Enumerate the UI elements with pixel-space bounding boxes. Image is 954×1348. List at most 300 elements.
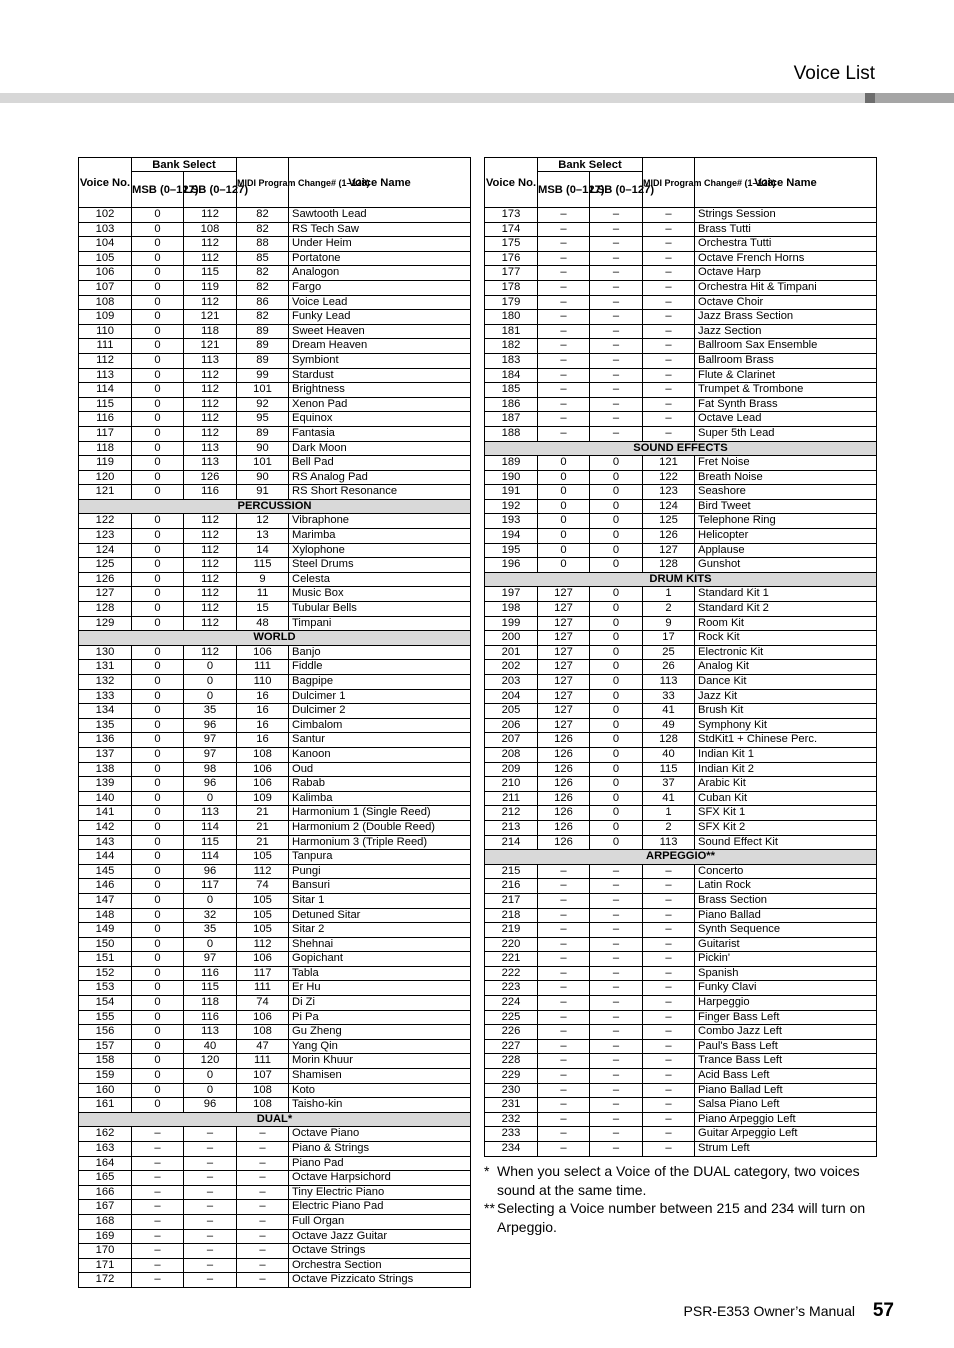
msb-value: 0 xyxy=(132,1039,184,1054)
voice-row xyxy=(79,1200,471,1215)
voice-row xyxy=(79,1142,471,1157)
voice-row xyxy=(79,251,471,266)
lsb-value: 32 xyxy=(184,908,237,923)
midi-program-number: 82 xyxy=(237,310,289,325)
lsb-value: 0 xyxy=(590,456,643,471)
lsb-value: – xyxy=(590,208,643,223)
msb-value: 0 xyxy=(132,280,184,295)
voice-name: Octave Strings xyxy=(289,1244,471,1259)
lsb-value: – xyxy=(590,966,643,981)
voice-number: 186 xyxy=(485,397,538,412)
voice-name: Sitar 2 xyxy=(289,923,471,938)
midi-program-number: 109 xyxy=(237,791,289,806)
voice-row xyxy=(485,1112,877,1127)
manual-title: PSR-E353 Owner’s Manual xyxy=(683,1303,855,1319)
voice-number: 165 xyxy=(79,1171,132,1186)
voice-name: RS Short Resonance xyxy=(289,485,471,500)
msb-value: – xyxy=(538,952,590,967)
voice-row xyxy=(79,820,471,835)
midi-program-number: 89 xyxy=(237,339,289,354)
voice-name: Salsa Piano Left xyxy=(695,1098,877,1113)
header-lsb: LSB (0–127) xyxy=(590,172,643,208)
voice-row xyxy=(485,324,877,339)
msb-value: 0 xyxy=(132,645,184,660)
lsb-value: – xyxy=(590,1142,643,1157)
lsb-value: – xyxy=(590,353,643,368)
msb-value: 0 xyxy=(538,558,590,573)
voice-name: Fret Noise xyxy=(695,456,877,471)
voice-table-left xyxy=(78,157,471,1288)
voice-name: Octave Choir xyxy=(695,295,877,310)
voice-row xyxy=(485,339,877,354)
voice-name: Bird Tweet xyxy=(695,499,877,514)
lsb-value: 112 xyxy=(184,295,237,310)
msb-value: 0 xyxy=(132,543,184,558)
lsb-value: 0 xyxy=(184,791,237,806)
msb-value: 0 xyxy=(132,1010,184,1025)
header-midi-program-change: MIDI Program Change# (1–128) xyxy=(643,158,695,208)
voice-number: 115 xyxy=(79,397,132,412)
voice-number: 194 xyxy=(485,529,538,544)
midi-program-number: 111 xyxy=(237,1054,289,1069)
msb-value: – xyxy=(538,339,590,354)
voice-name: Helicopter xyxy=(695,529,877,544)
midi-program-number: – xyxy=(643,383,695,398)
lsb-value: – xyxy=(590,1083,643,1098)
midi-program-number: 110 xyxy=(237,675,289,690)
msb-value: – xyxy=(132,1273,184,1288)
msb-value: 0 xyxy=(538,456,590,471)
voice-row xyxy=(485,251,877,266)
voice-number: 112 xyxy=(79,353,132,368)
header-bank-select: Bank Select xyxy=(538,158,643,172)
voice-number: 164 xyxy=(79,1156,132,1171)
midi-program-number: – xyxy=(643,1112,695,1127)
lsb-value: 112 xyxy=(184,237,237,252)
voice-number: 163 xyxy=(79,1142,132,1157)
lsb-value: 0 xyxy=(590,587,643,602)
voice-name: Paul's Bass Left xyxy=(695,1039,877,1054)
voice-name: Tanpura xyxy=(289,850,471,865)
voice-name: Synth Sequence xyxy=(695,923,877,938)
midi-program-number: 128 xyxy=(643,558,695,573)
midi-program-number: – xyxy=(643,1069,695,1084)
footnote-arpeggio xyxy=(484,1199,884,1236)
midi-program-number: – xyxy=(643,966,695,981)
msb-value: 0 xyxy=(132,747,184,762)
lsb-value: – xyxy=(590,266,643,281)
voice-row xyxy=(79,1083,471,1098)
voice-name: Standard Kit 2 xyxy=(695,602,877,617)
voice-row xyxy=(485,893,877,908)
midi-program-number: – xyxy=(237,1142,289,1157)
lsb-value: 112 xyxy=(184,368,237,383)
voice-row xyxy=(485,820,877,835)
lsb-value: 112 xyxy=(184,645,237,660)
voice-name: Xenon Pad xyxy=(289,397,471,412)
voice-number: 208 xyxy=(485,747,538,762)
voice-number: 232 xyxy=(485,1112,538,1127)
msb-value: 0 xyxy=(132,937,184,952)
voice-number: 204 xyxy=(485,689,538,704)
voice-name: Fat Synth Brass xyxy=(695,397,877,412)
msb-value: 0 xyxy=(132,237,184,252)
msb-value: – xyxy=(538,353,590,368)
lsb-value: – xyxy=(590,908,643,923)
midi-program-number: – xyxy=(643,908,695,923)
msb-value: 0 xyxy=(132,864,184,879)
voice-row xyxy=(79,762,471,777)
midi-program-number: – xyxy=(643,1054,695,1069)
voice-number: 149 xyxy=(79,923,132,938)
lsb-value: 0 xyxy=(590,835,643,850)
voice-number: 111 xyxy=(79,339,132,354)
voice-number: 221 xyxy=(485,952,538,967)
midi-program-number: 106 xyxy=(237,952,289,967)
voice-number: 113 xyxy=(79,368,132,383)
msb-value: 0 xyxy=(132,222,184,237)
msb-value: 0 xyxy=(132,1069,184,1084)
voice-name: Jazz Kit xyxy=(695,689,877,704)
lsb-value: – xyxy=(184,1258,237,1273)
midi-program-number: – xyxy=(643,397,695,412)
voice-name: Fiddle xyxy=(289,660,471,675)
msb-value: 127 xyxy=(538,689,590,704)
voice-number: 160 xyxy=(79,1083,132,1098)
voice-name: Analog Kit xyxy=(695,660,877,675)
voice-number: 212 xyxy=(485,806,538,821)
voice-number: 175 xyxy=(485,237,538,252)
voice-number: 120 xyxy=(79,470,132,485)
voice-number: 121 xyxy=(79,485,132,500)
voice-number: 145 xyxy=(79,864,132,879)
lsb-value: 116 xyxy=(184,1010,237,1025)
voice-row xyxy=(485,485,877,500)
voice-name: RS Analog Pad xyxy=(289,470,471,485)
msb-value: 0 xyxy=(132,879,184,894)
lsb-value: 112 xyxy=(184,412,237,427)
midi-program-number: – xyxy=(643,996,695,1011)
lsb-value: 112 xyxy=(184,529,237,544)
midi-program-number: 113 xyxy=(643,675,695,690)
voice-number: 152 xyxy=(79,966,132,981)
voice-row xyxy=(79,324,471,339)
voice-row xyxy=(485,543,877,558)
category-row xyxy=(485,850,877,865)
midi-program-number: 115 xyxy=(237,558,289,573)
voice-row xyxy=(79,339,471,354)
msb-value: 0 xyxy=(132,368,184,383)
voice-name: Xylophone xyxy=(289,543,471,558)
msb-value: 0 xyxy=(132,820,184,835)
msb-value: 126 xyxy=(538,806,590,821)
voice-row xyxy=(79,426,471,441)
lsb-value: 0 xyxy=(184,675,237,690)
midi-program-number: 41 xyxy=(643,704,695,719)
voice-number: 176 xyxy=(485,251,538,266)
voice-name: Piano Ballad Left xyxy=(695,1083,877,1098)
lsb-value: – xyxy=(590,426,643,441)
voice-number: 228 xyxy=(485,1054,538,1069)
lsb-value: – xyxy=(590,1127,643,1142)
voice-row xyxy=(79,1244,471,1259)
voice-row xyxy=(79,966,471,981)
voice-number: 131 xyxy=(79,660,132,675)
voice-name: Funky Lead xyxy=(289,310,471,325)
lsb-value: 0 xyxy=(590,718,643,733)
midi-program-number: 41 xyxy=(643,791,695,806)
midi-program-number: – xyxy=(643,310,695,325)
midi-program-number: 82 xyxy=(237,280,289,295)
midi-program-number: – xyxy=(643,1025,695,1040)
voice-row xyxy=(485,353,877,368)
midi-program-number: – xyxy=(237,1127,289,1142)
voice-row xyxy=(485,499,877,514)
voice-name: Gopichant xyxy=(289,952,471,967)
voice-number: 108 xyxy=(79,295,132,310)
lsb-value: – xyxy=(590,1112,643,1127)
voice-number: 135 xyxy=(79,718,132,733)
midi-program-number: – xyxy=(237,1258,289,1273)
lsb-value: 0 xyxy=(590,485,643,500)
voice-row xyxy=(485,879,877,894)
midi-program-number: 25 xyxy=(643,645,695,660)
midi-program-number: 105 xyxy=(237,908,289,923)
header-tab-light xyxy=(875,93,954,103)
lsb-value: – xyxy=(590,1010,643,1025)
midi-program-number: 16 xyxy=(237,718,289,733)
lsb-value: 116 xyxy=(184,485,237,500)
voice-row xyxy=(79,1156,471,1171)
midi-program-number: 122 xyxy=(643,470,695,485)
voice-number: 162 xyxy=(79,1127,132,1142)
msb-value: – xyxy=(538,324,590,339)
msb-value: – xyxy=(538,208,590,223)
voice-name: Octave Jazz Guitar xyxy=(289,1229,471,1244)
page-number: 57 xyxy=(872,1300,894,1321)
voice-row xyxy=(79,689,471,704)
lsb-value: – xyxy=(590,1069,643,1084)
lsb-value: – xyxy=(184,1229,237,1244)
voice-number: 179 xyxy=(485,295,538,310)
midi-program-number: – xyxy=(643,937,695,952)
voice-name: Brightness xyxy=(289,383,471,398)
lsb-value: 120 xyxy=(184,1054,237,1069)
msb-value: 126 xyxy=(538,777,590,792)
msb-value: 0 xyxy=(132,1054,184,1069)
lsb-value: 0 xyxy=(184,660,237,675)
voice-name: Jazz Brass Section xyxy=(695,310,877,325)
voice-row xyxy=(79,1054,471,1069)
voice-row xyxy=(485,923,877,938)
msb-value: – xyxy=(538,879,590,894)
midi-program-number: – xyxy=(643,952,695,967)
voice-number: 207 xyxy=(485,733,538,748)
voice-name: Kalimba xyxy=(289,791,471,806)
voice-number: 222 xyxy=(485,966,538,981)
msb-value: 0 xyxy=(132,441,184,456)
voice-row xyxy=(485,660,877,675)
category-label: SOUND EFFECTS xyxy=(485,441,877,456)
lsb-value: – xyxy=(590,864,643,879)
msb-value: – xyxy=(538,1010,590,1025)
msb-value: – xyxy=(538,237,590,252)
voice-number: 147 xyxy=(79,893,132,908)
midi-program-number: 21 xyxy=(237,806,289,821)
voice-row xyxy=(79,1229,471,1244)
voice-row xyxy=(485,1010,877,1025)
lsb-value: – xyxy=(184,1171,237,1186)
lsb-value: 0 xyxy=(590,747,643,762)
voice-row xyxy=(79,587,471,602)
msb-value: – xyxy=(132,1185,184,1200)
header-msb: MSB (0–127) xyxy=(132,172,184,208)
midi-program-number: – xyxy=(643,208,695,223)
msb-value: – xyxy=(132,1171,184,1186)
voice-row xyxy=(79,1098,471,1113)
msb-value: 0 xyxy=(132,718,184,733)
msb-value: 0 xyxy=(538,470,590,485)
msb-value: 0 xyxy=(132,397,184,412)
voice-name: Pungi xyxy=(289,864,471,879)
lsb-value: 113 xyxy=(184,353,237,368)
voice-row xyxy=(485,1025,877,1040)
page-title: Voice List xyxy=(793,63,875,84)
voice-name: RS Tech Saw xyxy=(289,222,471,237)
voice-name: Room Kit xyxy=(695,616,877,631)
midi-program-number: 82 xyxy=(237,266,289,281)
lsb-value: – xyxy=(590,1039,643,1054)
lsb-value: 114 xyxy=(184,820,237,835)
voice-name: Pickin' xyxy=(695,952,877,967)
voice-name: Portatone xyxy=(289,251,471,266)
msb-value: – xyxy=(538,222,590,237)
voice-name: Acid Bass Left xyxy=(695,1069,877,1084)
voice-number: 117 xyxy=(79,426,132,441)
voice-number: 224 xyxy=(485,996,538,1011)
midi-program-number: – xyxy=(643,353,695,368)
lsb-value: – xyxy=(590,251,643,266)
category-label: DRUM KITS xyxy=(485,572,877,587)
lsb-value: 0 xyxy=(590,616,643,631)
category-row xyxy=(79,631,471,646)
lsb-value: – xyxy=(184,1127,237,1142)
lsb-value: 115 xyxy=(184,981,237,996)
lsb-value: 121 xyxy=(184,310,237,325)
voice-row xyxy=(485,1098,877,1113)
midi-program-number: 74 xyxy=(237,879,289,894)
voice-name: Ballroom Brass xyxy=(695,353,877,368)
voice-number: 137 xyxy=(79,747,132,762)
voice-name: Funky Clavi xyxy=(695,981,877,996)
voice-row xyxy=(485,368,877,383)
voice-name: Stardust xyxy=(289,368,471,383)
msb-value: – xyxy=(538,893,590,908)
voice-number: 139 xyxy=(79,777,132,792)
voice-number: 125 xyxy=(79,558,132,573)
voice-name: Orchestra Tutti xyxy=(695,237,877,252)
voice-row xyxy=(485,558,877,573)
voice-number: 201 xyxy=(485,645,538,660)
voice-number: 138 xyxy=(79,762,132,777)
midi-program-number: 9 xyxy=(237,572,289,587)
msb-value: 0 xyxy=(132,893,184,908)
voice-number: 219 xyxy=(485,923,538,938)
msb-value: 0 xyxy=(132,1083,184,1098)
voice-name: Octave Harpsichord xyxy=(289,1171,471,1186)
voice-row xyxy=(485,222,877,237)
lsb-value: 0 xyxy=(184,689,237,704)
midi-program-number: 117 xyxy=(237,966,289,981)
lsb-value: – xyxy=(184,1200,237,1215)
voice-row xyxy=(485,952,877,967)
midi-program-number: 1 xyxy=(643,587,695,602)
lsb-value: 97 xyxy=(184,747,237,762)
voice-row xyxy=(79,295,471,310)
voice-name: Bell Pad xyxy=(289,456,471,471)
voice-row xyxy=(79,835,471,850)
voice-row xyxy=(79,1185,471,1200)
lsb-value: 115 xyxy=(184,835,237,850)
voice-name: Tiny Electric Piano xyxy=(289,1185,471,1200)
lsb-value: 115 xyxy=(184,266,237,281)
voice-name: Piano Ballad xyxy=(695,908,877,923)
voice-number: 223 xyxy=(485,981,538,996)
msb-value: 0 xyxy=(132,251,184,266)
lsb-value: 97 xyxy=(184,733,237,748)
voice-name: Music Box xyxy=(289,587,471,602)
midi-program-number: 2 xyxy=(643,820,695,835)
voice-number: 184 xyxy=(485,368,538,383)
lsb-value: – xyxy=(590,339,643,354)
midi-program-number: – xyxy=(237,1171,289,1186)
lsb-value: 97 xyxy=(184,952,237,967)
voice-number: 143 xyxy=(79,835,132,850)
voice-number: 134 xyxy=(79,704,132,719)
lsb-value: – xyxy=(590,397,643,412)
voice-name: Piano Arpeggio Left xyxy=(695,1112,877,1127)
lsb-value: – xyxy=(590,1054,643,1069)
midi-program-number: – xyxy=(643,1083,695,1098)
voice-name: Octave Lead xyxy=(695,412,877,427)
midi-program-number: 101 xyxy=(237,456,289,471)
midi-program-number: 89 xyxy=(237,353,289,368)
lsb-value: 35 xyxy=(184,923,237,938)
msb-value: 0 xyxy=(132,733,184,748)
voice-name: Sitar 1 xyxy=(289,893,471,908)
header-voice-no: Voice No. xyxy=(79,158,132,208)
midi-program-number: – xyxy=(643,295,695,310)
voice-name: Shamisen xyxy=(289,1069,471,1084)
voice-number: 142 xyxy=(79,820,132,835)
voice-row xyxy=(79,397,471,412)
lsb-value: – xyxy=(590,383,643,398)
voice-row xyxy=(485,1142,877,1157)
midi-program-number: – xyxy=(237,1156,289,1171)
voice-number: 225 xyxy=(485,1010,538,1025)
voice-row xyxy=(485,397,877,412)
voice-name: Bansuri xyxy=(289,879,471,894)
voice-number: 155 xyxy=(79,1010,132,1025)
lsb-value: 108 xyxy=(184,222,237,237)
msb-value: – xyxy=(538,310,590,325)
msb-value: 0 xyxy=(132,923,184,938)
lsb-value: 113 xyxy=(184,806,237,821)
msb-value: 0 xyxy=(132,412,184,427)
voice-number: 217 xyxy=(485,893,538,908)
voice-row xyxy=(485,1054,877,1069)
midi-program-number: 40 xyxy=(643,747,695,762)
